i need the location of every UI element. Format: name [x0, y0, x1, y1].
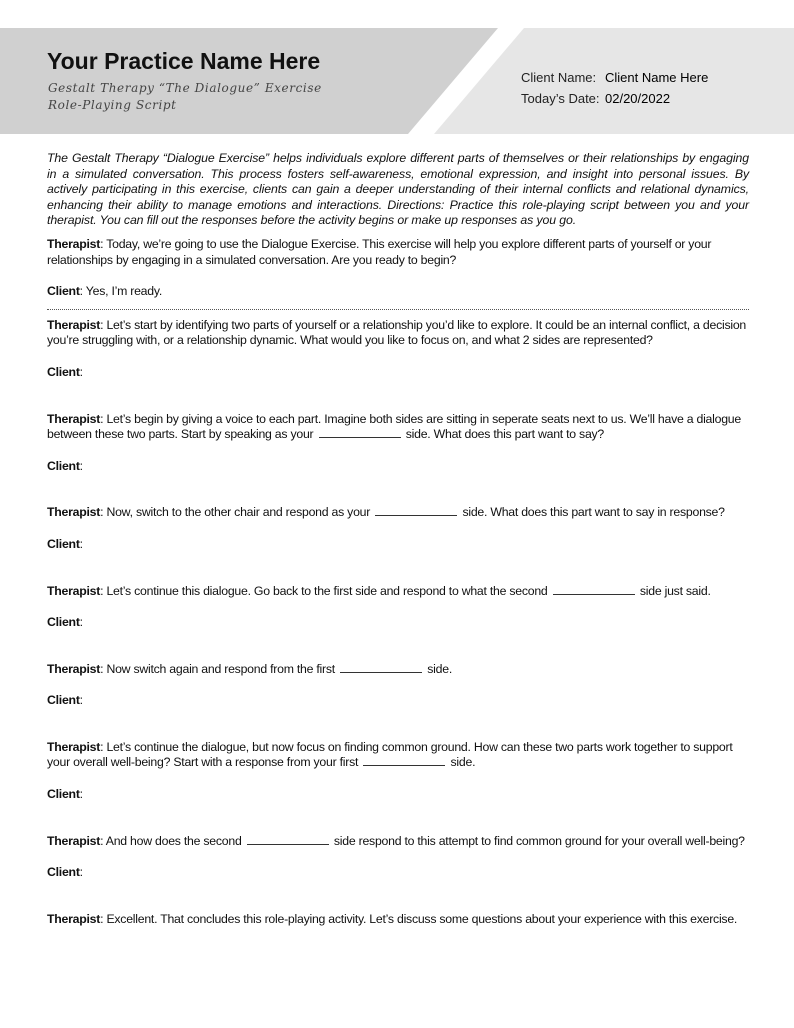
therapist-label: Therapist [47, 583, 101, 598]
client-line: Client: [47, 787, 83, 802]
fill-in-blank[interactable] [319, 427, 401, 438]
client-label: Client [47, 536, 80, 551]
client-name-row [521, 67, 708, 88]
therapist-label: Therapist [47, 911, 101, 926]
document-body [47, 151, 749, 927]
dotted-divider [47, 309, 749, 310]
subtitle-line-2: Role-Playing Script [48, 98, 177, 112]
therapist-text: side respond to this attempt to find common ground for your overall well-being? [333, 833, 745, 848]
therapist-text: Let’s continue the dialogue, but now focus on finding common ground. How can these two parts work together to support your overall well-being? Start with a response from your first [47, 739, 733, 770]
therapist-text: side. What does this part want to say in response? [462, 505, 725, 520]
therapist-label: Therapist [47, 833, 101, 848]
client-text: Yes, I’m ready. [85, 284, 163, 299]
client-line: Client: [47, 364, 83, 379]
client-line: Client: Yes, I’m ready. [47, 284, 163, 299]
therapist-line: Therapist: Now, switch to the other chair and respond as your side. What does this part want to say in response? [47, 505, 725, 520]
therapist-text: side. What does this part want to say? [405, 427, 605, 442]
therapist-line: Therapist: Let’s start by identifying two parts of yourself or a relationship you’d like to explore. It could be an internal conflict, a decision you’re struggling with, or a relationship dynamic. What would you like to focus on, and what 2 sides are represented? [47, 317, 747, 348]
therapist-line: Therapist: And how does the second side respond to this attempt to find common ground for your overall well-being? [47, 833, 745, 848]
client-line: Client: [47, 865, 83, 880]
client-label: Client [47, 865, 80, 880]
therapist-text: Let’s continue this dialogue. Go back to the first side and respond to what the second [106, 583, 548, 598]
therapist-label: Therapist [47, 411, 101, 426]
date-value: 02/20/2022 [605, 91, 671, 106]
therapist-label: Therapist [47, 661, 101, 676]
subtitle-line-1: Gestalt Therapy “The Dialogue” Exercise [48, 81, 322, 95]
therapist-line: Therapist: Let’s begin by giving a voice to each part. Imagine both sides are sitting in seperate seats next to us. We’ll have a dialogue between these two parts. Start by speaking as your side. What does this part want to say? [47, 411, 741, 442]
therapist-label: Therapist [47, 317, 101, 332]
document-subtitle [48, 80, 322, 114]
client-line: Client: [47, 458, 83, 473]
fill-in-blank[interactable] [247, 834, 329, 845]
client-name-value: Client Name Here [605, 70, 709, 85]
client-label: Client [47, 364, 80, 379]
therapist-text: Let’s start by identifying two parts of yourself or a relationship you’d like to explore. It could be an internal conflict, a decision you’re struggling with, or a relationship dynamic. What would you like to focus on, and what 2 sides are represented? [47, 317, 747, 348]
fill-in-blank[interactable] [553, 584, 635, 595]
fill-in-blank[interactable] [340, 662, 422, 673]
therapist-line: Therapist: Let’s continue this dialogue. Go back to the first side and respond to what the second side just said. [47, 583, 711, 598]
therapist-line: Therapist: Let’s continue the dialogue, but now focus on finding common ground. How can these two parts work together to support your overall well-being? Start with a response from your first side. [47, 739, 733, 770]
client-label: Client [47, 458, 80, 473]
client-line: Client: [47, 615, 83, 630]
therapist-text: side. [427, 661, 453, 676]
client-label: Client [47, 693, 80, 708]
therapist-text: side. [450, 755, 476, 770]
date-row [521, 88, 708, 109]
therapist-text: side just said. [639, 583, 711, 598]
client-label: Client [47, 615, 80, 630]
client-name-label: Client Name: [521, 70, 597, 85]
therapist-line: Therapist: Today, we’re going to use the Dialogue Exercise. This exercise will help you explore different parts of yourself or your relationships by engaging in a simulated conversation. Are you ready to begin? [47, 236, 712, 267]
therapist-text: Now, switch to the other chair and respond as your [106, 505, 371, 520]
date-label: Today’s Date: [521, 91, 600, 106]
therapist-label: Therapist [47, 739, 101, 754]
therapist-line: Therapist: Excellent. That concludes this role-playing activity. Let’s discuss some questions about your experience with this exercise. [47, 911, 738, 926]
therapist-text: And how does the second [105, 833, 242, 848]
therapist-text: Let’s begin by giving a voice to each part. Imagine both sides are sitting in seperate seats next to us. We’ll have a dialogue between these two parts. Start by speaking as your [47, 411, 741, 442]
therapist-text: Excellent. That concludes this role-playing activity. Let’s discuss some questions about your experience with this exercise. [106, 911, 738, 926]
client-info [521, 67, 708, 109]
therapist-text: Today, we’re going to use the Dialogue Exercise. This exercise will help you explore different parts of yourself or your relationships by engaging in a simulated conversation. Are you ready to begin? [47, 236, 712, 267]
therapist-text: Now switch again and respond from the first [106, 661, 335, 676]
therapist-line: Therapist: Now switch again and respond from the first side. [47, 661, 453, 676]
client-line: Client: [47, 693, 83, 708]
fill-in-blank[interactable] [375, 505, 457, 516]
intro-paragraph: The Gestalt Therapy “Dialogue Exercise” helps individuals explore different parts of themselves or their relationships by engaging in a simulated conversation. This process fosters self-awareness, emotional expression, and insight into personal issues. By actively participating in this exercise, clients can gain a deeper understanding of their internal conflicts and relational dynamics, enhancing their ability to manage emotions and interactions. Directions: Practice this role-playing script between you and your therapist. You can fill out the responses before the activity begins or make up responses as you go. [47, 151, 749, 228]
client-label: Client [47, 787, 80, 802]
practice-name: Your Practice Name Here [47, 48, 321, 74]
header-banner [0, 28, 794, 134]
therapist-label: Therapist [47, 505, 101, 520]
client-label: Client [47, 284, 80, 299]
client-line: Client: [47, 536, 83, 551]
fill-in-blank[interactable] [363, 755, 445, 766]
therapist-label: Therapist [47, 236, 101, 251]
